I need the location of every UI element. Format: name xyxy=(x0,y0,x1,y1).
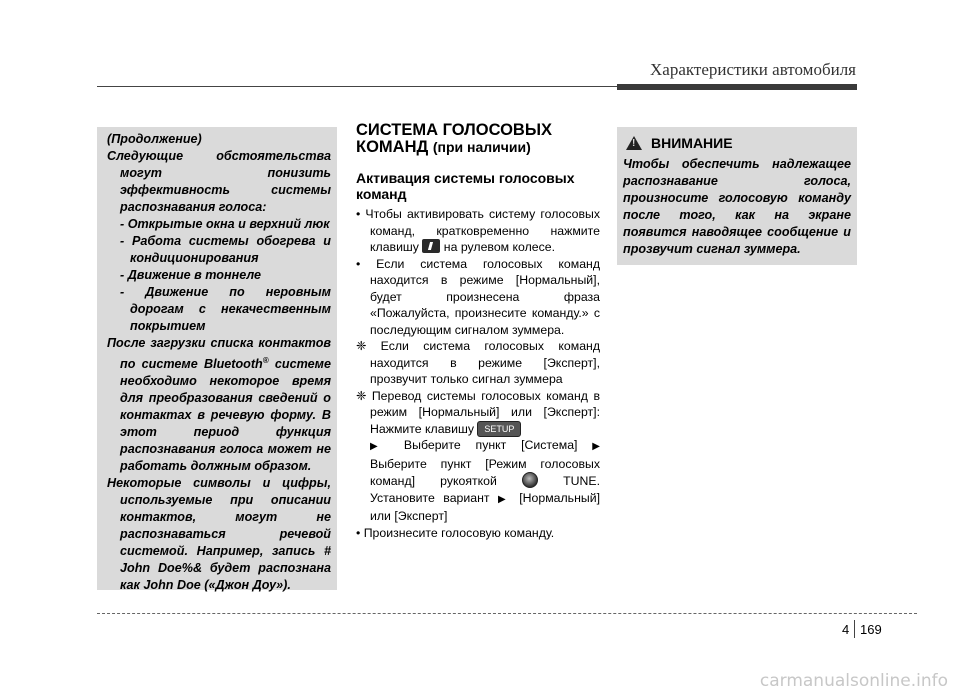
warning-title: ВНИМАНИЕ xyxy=(651,135,733,151)
footer-rule xyxy=(97,613,917,614)
warning-heading xyxy=(626,135,733,151)
note-list-item: - Работа системы обогрева и кондиционирования xyxy=(120,234,331,265)
warning-text: Чтобы обеспечить надлежащее распознавание голоса, произносите голосовую команду после того, как на экране появится наводящее сообщение и прозвучит сигнал зуммера. xyxy=(623,157,851,256)
note-paragraph: Следующие обстоятельства могут понизить эффективность системы распознавания голоса: xyxy=(107,149,331,214)
arrow-right-icon: ▶ xyxy=(592,441,600,452)
note-list-item: - Открытые окна и верхний люк xyxy=(120,217,330,231)
arrow-right-icon: ▶ xyxy=(498,493,511,505)
warning-triangle-icon xyxy=(626,136,642,150)
header-title: Характеристики автомобиля xyxy=(650,60,856,79)
note-list-item: - Движение по неровным дорогам с некачественным покрытием xyxy=(120,285,331,333)
instruction-item: ❈ Если система голосовых команд находится в режиме [Эксперт], прозвучит только сигнал зуммера xyxy=(356,339,600,386)
instruction-item: • Если система голосовых команд находится в режиме [Нормальный], будет произнесена фраза «Пожалуйста, произнесите команду.» с последующим сигналом зуммера. xyxy=(356,256,600,337)
instruction-item: • Чтобы активировать систему голосовых команд, кратковременно нажмите клавишу на рулевом колесе. xyxy=(356,207,600,254)
instruction-item: • Произнесите голосовую команду. xyxy=(356,525,555,540)
continuation-note xyxy=(107,131,331,594)
setup-key-icon: SETUP xyxy=(477,421,521,437)
arrow-right-icon: ▶ xyxy=(370,441,390,452)
page-number: 169 xyxy=(860,622,882,637)
tune-knob-icon xyxy=(522,472,538,488)
note-list-item: - Движение в тоннеле xyxy=(120,268,262,282)
section-title: СИСТЕМА ГОЛОСОВЫХ КОМАНД (при наличии) xyxy=(356,121,552,156)
chapter-number: 4 xyxy=(842,622,850,637)
footer-divider xyxy=(854,620,855,638)
voice-command-key-icon xyxy=(422,239,440,253)
note-paragraph: Некоторые символы и цифры, используемые при описании контактов, могут не распознаваться речевой системой. Например, запись # John Doe%& будет распознана как John Doe («Джон Доу»). xyxy=(107,476,331,593)
note-continued-label: (Продолжение) xyxy=(107,132,202,146)
section-subtitle: Активация системы голосовых команд xyxy=(356,170,575,202)
note-paragraph: После загрузки списка контактов по системе Bluetooth® системе необходимо некоторое время для преобразования сведений о контактах в речевую форму. В этот период функция распознавания голоса может не работать должным образом. xyxy=(107,336,331,474)
voice-command-section xyxy=(356,122,600,541)
instruction-item: ❈ Перевод системы голосовых команд в режим [Нормальный] или [Эксперт]: Нажмите клавишу SETUP ▶ Выберите пункт [Система] ▶ Выберите пункт [Режим голосовых команд] рукояткой TUNE. Установите вариант ▶ [Нормальный] или [Эксперт] xyxy=(356,388,600,523)
watermark: carmanualsonline.info xyxy=(759,671,948,691)
header-bar xyxy=(617,84,857,90)
